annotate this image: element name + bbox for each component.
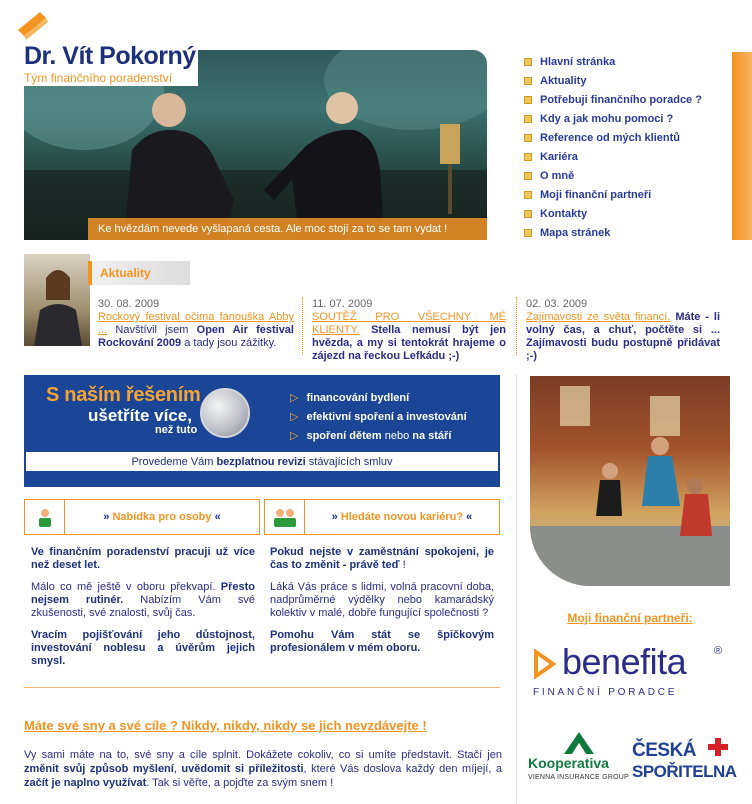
- bullet-icon: [524, 134, 532, 142]
- promo-headline: S naším řešením: [46, 384, 201, 406]
- logo-icon: [16, 8, 50, 42]
- coin-icon: [200, 388, 250, 438]
- hero-caption: Ke hvězdám nevede vyšlapaná cesta. Ale moc stojí za to se tam vydat !: [88, 218, 487, 240]
- nav-label: Hlavní stránka: [540, 55, 616, 68]
- promo-subheadline: ušetříte více,: [88, 406, 192, 425]
- news-item: [526, 298, 720, 363]
- registered-mark: ®: [714, 645, 723, 657]
- nav-item-contacts[interactable]: [524, 204, 734, 223]
- news-bold: Stella nemusí být jen hvězda, a my si tentokrát hrajeme o zájezd na řeckou Lefkádu ;-): [312, 324, 506, 362]
- arrow-right-icon: ▷: [290, 411, 299, 423]
- bullet-icon: [524, 77, 532, 85]
- bullet-icon: [524, 191, 532, 199]
- news-divider: [302, 297, 303, 355]
- dreams-text-part: ,: [173, 763, 182, 775]
- promo-note: [24, 453, 500, 471]
- dreams-text: [24, 748, 502, 790]
- paragraph: [270, 581, 494, 620]
- dreams-text-part: Vy sami máte na to, své sny a cíle splnit. Dokážete cokoliv, co si umíte představit. Stačí jen: [24, 749, 502, 761]
- ceska-sporitelna-logo[interactable]: ČESKÁ: [632, 740, 697, 761]
- dreams-heading[interactable]: Máte své sny a své cíle ? Nikdy, nikdy, nikdy se jich nevzdávejte !: [24, 718, 427, 733]
- paragraph-bold: Vracím pojišťování jeho důstojnost, investování noblesu a úvěrům jejich smysl.: [31, 629, 255, 667]
- benefita-logo[interactable]: benefita: [562, 641, 687, 682]
- nav-item-partners[interactable]: [524, 185, 734, 204]
- dreams-bold: změnit svůj způsob myšlení: [24, 763, 174, 775]
- bullet-icon: [524, 210, 532, 218]
- bullet-icon: [524, 115, 532, 123]
- ceska-sporitelna-icon: [708, 738, 728, 756]
- site-title: Dr. Vít Pokorný: [24, 42, 196, 70]
- offer-title-text: Nabídka pro osoby: [112, 511, 212, 523]
- news-date: 30. 08. 2009: [98, 298, 160, 310]
- paragraph-text: Málo co mě ještě v oboru překvapí.: [31, 581, 221, 593]
- kooperativa-tagline: VIENNA INSURANCE GROUP: [528, 774, 629, 781]
- paragraph: [31, 581, 255, 620]
- news-bold: Open Air festival Rockování 2009: [98, 324, 294, 349]
- benefita-tagline: FINANČNÍ PORADCE: [533, 687, 678, 698]
- promo-note-text: Provedeme Vám: [131, 456, 217, 468]
- nav-item-references[interactable]: [524, 128, 734, 147]
- decorative-bar: [732, 52, 752, 240]
- offer-career-title: » Hledáte novou kariéru? «: [331, 511, 473, 523]
- offer-personal-title: » Nabídka pro osoby «: [103, 511, 221, 523]
- news-item: [98, 298, 294, 350]
- column-divider: [516, 375, 517, 804]
- nav-label: Kariéra: [540, 150, 578, 163]
- paragraph-bold: Přesto nejsem rutinér.: [31, 581, 255, 606]
- promo-note-text: stávajících smluv: [305, 456, 393, 468]
- news-heading: Aktuality: [100, 266, 151, 280]
- paragraph: [31, 546, 255, 572]
- nav-item-news[interactable]: [524, 71, 734, 90]
- promo-note-bold: bezplatnou revizi: [216, 456, 306, 468]
- paragraph: [31, 629, 255, 668]
- kooperativa-logo-icon: [562, 730, 596, 756]
- offer-career-text: [270, 546, 494, 664]
- arrow-right-icon: ▷: [290, 430, 299, 442]
- dreams-text-part: , které Vás doslova každý den míjejí, a: [303, 763, 502, 775]
- paragraph: [270, 546, 494, 572]
- promo-list-item: [290, 391, 409, 404]
- nav-label: Mapa stránek: [540, 226, 611, 239]
- offer-personal-box[interactable]: [24, 499, 260, 535]
- news-date: 11. 07. 2009: [312, 298, 373, 310]
- bullet-icon: [524, 229, 532, 237]
- promo-list-text: efektivní spoření a investování: [306, 411, 467, 423]
- news-link[interactable]: Zajímavosti ze světa financí.: [526, 311, 671, 323]
- promo-subheadline-small: než tuto: [155, 424, 198, 436]
- nav-label: Kdy a jak mohu pomoci ?: [540, 112, 674, 125]
- family-photo: [530, 376, 730, 586]
- paragraph-text: Láká Vás práce s lidmi, volná pracovní doba, nadprůměrné výdělky nebo kamarádský kolektiv v malé, dobře fungující společnosti ?: [270, 581, 494, 619]
- ceska-sporitelna-logo-line2[interactable]: SPOŘITELNA: [632, 762, 737, 781]
- nav-item-need-advisor[interactable]: [524, 90, 734, 109]
- nav-label: Moji finanční partneři: [540, 188, 652, 201]
- nav-label: Kontakty: [540, 207, 588, 220]
- bullet-icon: [524, 96, 532, 104]
- main-nav: [524, 52, 734, 242]
- nav-item-how-help[interactable]: [524, 109, 734, 128]
- bullet-icon: [524, 172, 532, 180]
- offer-icon-cell: [25, 500, 65, 534]
- offer-title-text: Hledáte novou kariéru?: [340, 511, 464, 523]
- dreams-text-part: . Tak si věřte, a pojďte za svým snem !: [146, 777, 334, 789]
- nav-label: O mně: [540, 169, 575, 182]
- dreams-bold: uvědomit si příležitosti: [181, 763, 304, 775]
- divider: [24, 687, 500, 688]
- promo-list-text: nebo: [381, 430, 413, 442]
- paragraph-bold: Pomohu Vám stát se špičkovým profesionálem v mém oboru.: [270, 629, 494, 654]
- promo-list-text: spoření dětem: [306, 430, 382, 442]
- paragraph-bold: Pokud nejste v zaměstnání spokojeni, je čas to změnit - právě teď: [270, 546, 494, 571]
- nav-item-career[interactable]: [524, 147, 734, 166]
- promo-list-text: na stáří: [412, 430, 452, 442]
- promo-list-text: financování bydlení: [306, 392, 410, 404]
- nav-label: Potřebuji finančního poradce ?: [540, 93, 702, 106]
- paragraph-text: !: [399, 559, 406, 571]
- person-icon: [25, 500, 65, 534]
- news-text: Navštívil jsem: [107, 324, 197, 336]
- news-text: a tady jsou zážitky.: [181, 337, 277, 349]
- news-item: [312, 298, 506, 363]
- kooperativa-logo[interactable]: Kooperativa: [528, 755, 609, 771]
- offer-icon-cell: [265, 500, 305, 534]
- news-divider: [516, 297, 517, 355]
- news-photo: [24, 254, 90, 346]
- paragraph: [270, 629, 494, 655]
- partners-heading[interactable]: Moji finanční partneři:: [567, 611, 693, 625]
- bullet-icon: [524, 153, 532, 161]
- promo-list-item: [290, 410, 467, 423]
- nav-item-sitemap[interactable]: [524, 223, 734, 242]
- offer-career-box[interactable]: [264, 499, 500, 535]
- nav-label: Aktuality: [540, 74, 587, 87]
- site-subtitle: Tým finančního poradenství: [24, 71, 173, 85]
- nav-item-about[interactable]: [524, 166, 734, 185]
- benefita-logo-icon: [533, 649, 557, 679]
- offer-personal-text: [31, 546, 255, 677]
- people-icon: [265, 500, 305, 534]
- nav-item-home[interactable]: [524, 52, 734, 71]
- news-link[interactable]: SOUTĚŽ PRO VŠECHNY MÉ KLIENTY.: [312, 311, 506, 336]
- dreams-bold: začít je naplno využívat: [24, 777, 147, 789]
- arrow-right-icon: ▷: [290, 392, 299, 404]
- news-text: [360, 324, 372, 336]
- paragraph-bold: Ve finančním poradenství pracuji už více než deset let.: [31, 546, 255, 571]
- news-bold: Máte - li volný čas, a chuť, počtěte si ... Zajímavosti budu postupně přidávat ;-): [526, 311, 721, 362]
- news-link[interactable]: Rockový festival očima fanouška Abby ...: [98, 311, 294, 336]
- promo-list-item: [290, 429, 451, 442]
- bullet-icon: [524, 58, 532, 66]
- paragraph-text: Nabízím Vám své zkušenosti, své znalosti, svůj čas.: [31, 594, 255, 619]
- news-date: 02. 03. 2009: [526, 298, 588, 310]
- nav-label: Reference od mých klientů: [540, 131, 680, 144]
